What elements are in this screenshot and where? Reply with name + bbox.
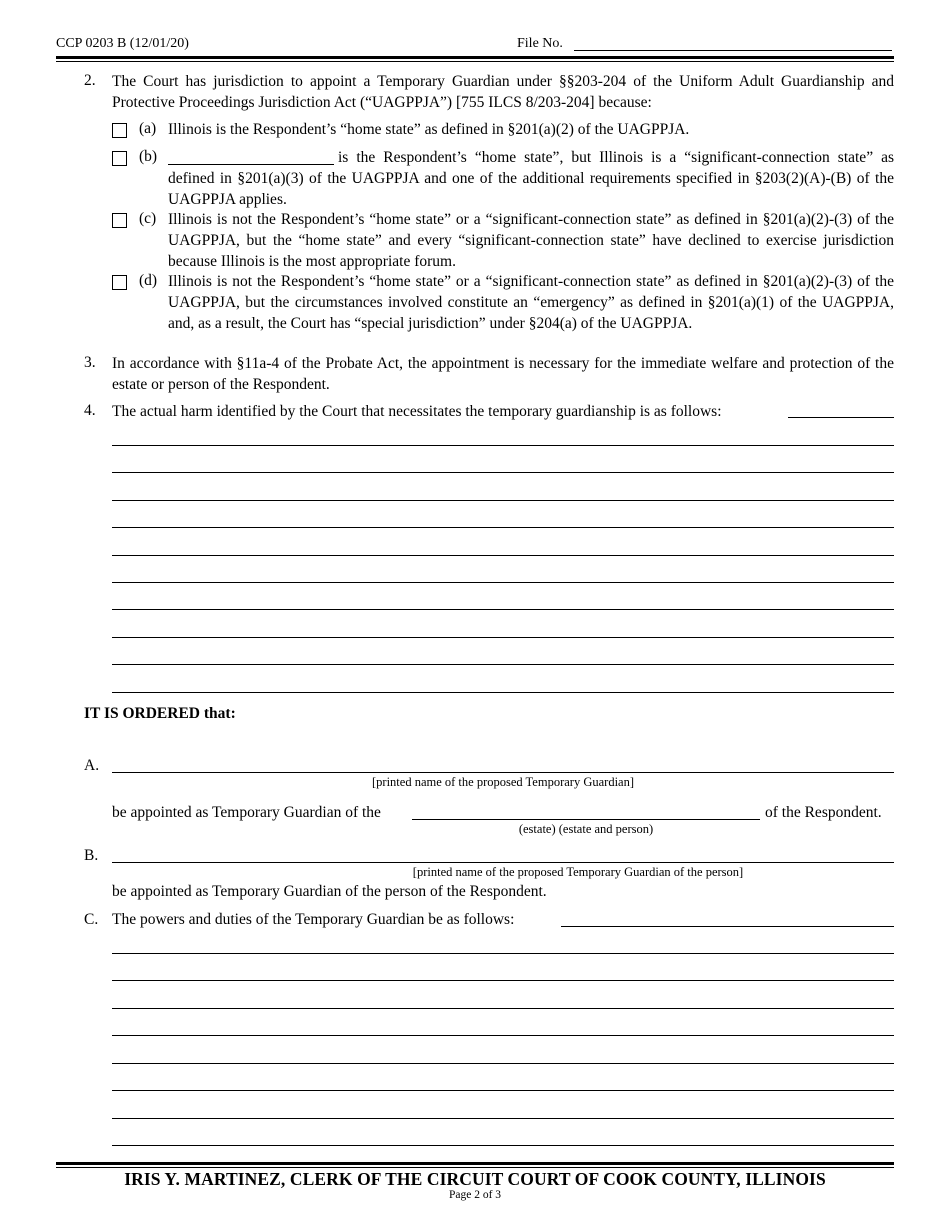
harm-line[interactable] — [112, 664, 894, 665]
order-a-caption: [printed name of the proposed Temporary Guardian] — [372, 775, 634, 789]
option-a-letter: (a) — [139, 120, 157, 137]
file-no-label: File No. — [517, 36, 563, 51]
temporary-guardian-name-field[interactable] — [112, 772, 894, 773]
powers-line[interactable] — [112, 1063, 894, 1064]
guardian-of-person-name-field[interactable] — [112, 862, 894, 863]
footer-rule — [56, 1162, 894, 1165]
order-a-letter: A. — [84, 757, 100, 774]
harm-line[interactable] — [112, 472, 894, 473]
header-rule-thin — [56, 61, 894, 62]
footer-rule-thin — [56, 1167, 894, 1168]
option-b-text: is the Respondent’s “home state”, but Illinois is a “significant-connection state” as defined in §201(a)(3) of the UAGPPJA and one of the additional requirements specified in §203(2)(A)-(B) of the UAGPPJA applies. — [168, 149, 894, 208]
powers-field-start[interactable] — [561, 926, 894, 927]
page-number: Page 2 of 3 — [448, 1189, 502, 1201]
order-c-letter: C. — [84, 911, 99, 928]
harm-line[interactable] — [112, 500, 894, 501]
item-4-text: The actual harm identified by the Court that necessitates the temporary guardianship is as follows: — [112, 403, 722, 420]
powers-line[interactable] — [112, 1118, 894, 1119]
powers-line[interactable] — [112, 1035, 894, 1036]
item-2-text: The Court has jurisdiction to appoint a Temporary Guardian under §§203-204 of the Uniform Adult Guardianship and Protective Proceedings Jurisdiction Act (“UAGPPJA”) [755 ILCS 8/203-204] because: — [112, 73, 894, 111]
option-c-text: Illinois is not the Respondent’s “home state” or a “significant-connection state” as defined in §201(a)(2)-(3) of the UAGPPJA, but the “home state” and every “significant-connection state” have declined to exercise jurisdiction because Illinois is the most appropriate forum. — [168, 211, 894, 270]
powers-line[interactable] — [112, 1090, 894, 1091]
harm-field-start[interactable] — [788, 417, 894, 418]
harm-line[interactable] — [112, 445, 894, 446]
item-3-text: In accordance with §11a-4 of the Probate Act, the appointment is necessary for the immediate welfare and protection of the estate or person of the Respondent. — [112, 355, 894, 393]
harm-line[interactable] — [112, 555, 894, 556]
option-a-text: Illinois is the Respondent’s “home state” as defined in §201(a)(2) of the UAGPPJA. — [168, 121, 690, 138]
powers-line[interactable] — [112, 1145, 894, 1146]
order-a-caption2: (estate) (estate and person) — [518, 822, 654, 836]
home-state-field[interactable] — [168, 164, 334, 165]
order-b-text: be appointed as Temporary Guardian of the person of the Respondent. — [112, 883, 547, 900]
order-a-line-suffix: of the Respondent. — [765, 804, 882, 821]
harm-line[interactable] — [112, 637, 894, 638]
item-2-number: 2. — [84, 72, 96, 89]
clerk-footer: IRIS Y. MARTINEZ, CLERK OF THE CIRCUIT COURT OF COOK COUNTY, ILLINOIS — [124, 1169, 826, 1189]
file-no-field[interactable] — [574, 50, 892, 51]
option-a-checkbox[interactable] — [112, 123, 127, 138]
order-c-text: The powers and duties of the Temporary Guardian be as follows: — [112, 911, 515, 928]
powers-line[interactable] — [112, 953, 894, 954]
order-b-caption: [printed name of the proposed Temporary Guardian of the person] — [412, 865, 744, 879]
harm-line[interactable] — [112, 609, 894, 610]
header-rule — [56, 56, 894, 59]
form-code: CCP 0203 B (12/01/20) — [56, 36, 189, 51]
harm-line[interactable] — [112, 527, 894, 528]
harm-line[interactable] — [112, 582, 894, 583]
estate-type-field[interactable] — [412, 819, 760, 820]
order-a-line-prefix: be appointed as Temporary Guardian of the — [112, 804, 381, 821]
option-b-checkbox[interactable] — [112, 151, 127, 166]
order-b-letter: B. — [84, 847, 99, 864]
powers-line[interactable] — [112, 980, 894, 981]
item-3-number: 3. — [84, 354, 96, 371]
option-b-letter: (b) — [139, 148, 158, 165]
ordered-heading: IT IS ORDERED that: — [84, 705, 236, 722]
option-d-text: Illinois is not the Respondent’s “home state” or a “significant-connection state” as defined in §201(a)(2)-(3) of the UAGPPJA, but the circumstances involved constitute an “emergency” as defined in §201(a)(1) of the UAGPPJA, and, as a result, the Court has “special jurisdiction” under §204(a) of the UAGPPJA. — [168, 273, 894, 332]
option-c-checkbox[interactable] — [112, 213, 127, 228]
harm-line[interactable] — [112, 692, 894, 693]
item-4-number: 4. — [84, 402, 96, 419]
option-d-letter: (d) — [139, 272, 158, 289]
option-c-letter: (c) — [139, 210, 157, 227]
powers-line[interactable] — [112, 1008, 894, 1009]
option-d-checkbox[interactable] — [112, 275, 127, 290]
